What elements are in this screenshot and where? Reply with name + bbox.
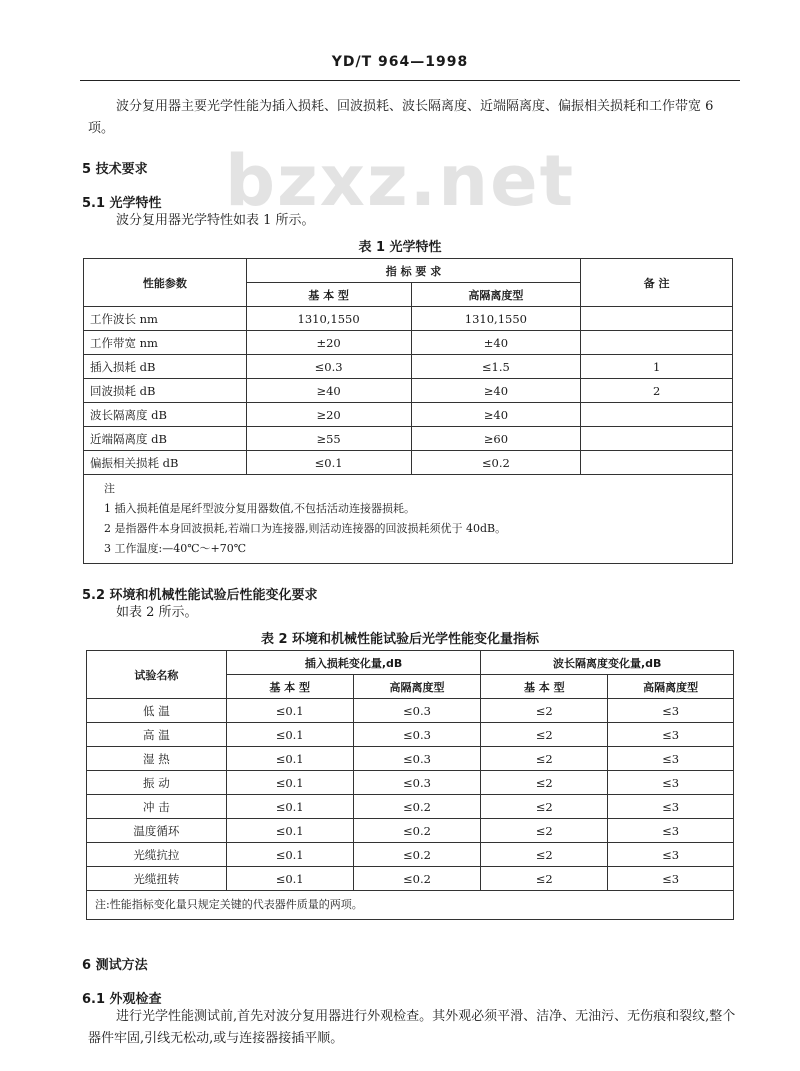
table-1-header-remark: 备 注 (581, 259, 733, 307)
table-row (84, 379, 733, 403)
table-row (87, 867, 734, 891)
header-rule (80, 80, 740, 81)
high-cell: ≥40 (411, 403, 581, 427)
high-cell: ≤0.2 (411, 451, 581, 475)
il-basic-cell: ≤0.1 (226, 747, 353, 771)
wi-basic-cell: ≤2 (481, 699, 608, 723)
note-2: 2 是指器件本身回波损耗,若端口为连接器,则活动连接器的回波损耗须优于 40dB。 (104, 522, 507, 535)
table-2-header-wi: 波长隔离度变化量,dB (481, 651, 734, 675)
il-basic-cell: ≤0.1 (226, 771, 353, 795)
section-6-1-heading: 6.1 外观检查 (82, 992, 162, 1007)
high-cell: ±40 (411, 331, 581, 355)
table-1-header-indicator: 指 标 要 求 (246, 259, 581, 283)
test-cell: 低 温 (87, 699, 227, 723)
basic-cell: ≤0.1 (246, 451, 411, 475)
basic-cell: ≤0.3 (246, 355, 411, 379)
intro-paragraph: 波分复用器主要光学性能为插入损耗、回波损耗、波长隔离度、近端隔离度、偏振相关损耗和工作带宽 6 项。 (88, 99, 714, 136)
table-2-header-il-basic: 基 本 型 (226, 675, 353, 699)
test-cell: 冲 击 (87, 795, 227, 819)
note-3: 3 工作温度:—40℃～+70℃ (104, 542, 247, 555)
remark-cell (581, 307, 733, 331)
section-6-1-text: 进行光学性能测试前,首先对波分复用器进行外观检查。其外观必须平滑、洁净、无油污、无伤痕和裂纹,整个器件牢固,引线无松动,或与连接器接插平顺。 (88, 1009, 736, 1046)
remark-cell: 2 (581, 379, 733, 403)
high-cell: ≥60 (411, 427, 581, 451)
il-basic-cell: ≤0.1 (226, 699, 353, 723)
wi-high-cell: ≤3 (608, 795, 734, 819)
table-row (87, 795, 734, 819)
remark-cell (581, 331, 733, 355)
table-1-caption: 表 1 光学特性 (358, 240, 442, 255)
table-2-header-wi-high: 高隔离度型 (608, 675, 734, 699)
table-row (87, 699, 734, 723)
il-high-cell: ≤0.2 (353, 867, 481, 891)
basic-cell: ±20 (246, 331, 411, 355)
section-5-2-heading: 5.2 环境和机械性能试验后性能变化要求 (82, 588, 318, 603)
basic-cell: ≥40 (246, 379, 411, 403)
param-cell: 近端隔离度 dB (84, 427, 247, 451)
wi-high-cell: ≤3 (608, 867, 734, 891)
table-2-header-il: 插入损耗变化量,dB (226, 651, 481, 675)
table-1 (83, 258, 733, 564)
wi-high-cell: ≤3 (608, 723, 734, 747)
remark-cell (581, 451, 733, 475)
table-2-note: 注:性能指标变化量只规定关键的代表器件质量的两项。 (87, 891, 734, 920)
basic-cell: 1310,1550 (246, 307, 411, 331)
watermark: bzxz.net (224, 140, 576, 222)
wi-basic-cell: ≤2 (481, 843, 608, 867)
il-high-cell: ≤0.3 (353, 699, 481, 723)
il-high-cell: ≤0.2 (353, 819, 481, 843)
note-1: 1 插入损耗值是尾纤型波分复用器数值,不包括活动连接器损耗。 (104, 502, 415, 515)
wi-high-cell: ≤3 (608, 699, 734, 723)
wi-high-cell: ≤3 (608, 843, 734, 867)
table-row (84, 427, 733, 451)
param-cell: 工作带宽 nm (84, 331, 247, 355)
wi-high-cell: ≤3 (608, 747, 734, 771)
param-cell: 波长隔离度 dB (84, 403, 247, 427)
table-1-header-param: 性能参数 (84, 259, 247, 307)
section-5-2-text: 如表 2 所示。 (116, 605, 198, 620)
param-cell: 工作波长 nm (84, 307, 247, 331)
wi-basic-cell: ≤2 (481, 867, 608, 891)
il-basic-cell: ≤0.1 (226, 843, 353, 867)
wi-high-cell: ≤3 (608, 819, 734, 843)
table-2-caption: 表 2 环境和机械性能试验后光学性能变化量指标 (260, 632, 540, 647)
wi-high-cell: ≤3 (608, 771, 734, 795)
test-cell: 高 温 (87, 723, 227, 747)
table-row (84, 307, 733, 331)
il-high-cell: ≤0.3 (353, 723, 481, 747)
table-1-header-high: 高隔离度型 (411, 283, 581, 307)
table-1-notes (84, 475, 733, 564)
test-cell: 光缆扭转 (87, 867, 227, 891)
table-row (87, 843, 734, 867)
table-row (84, 331, 733, 355)
high-cell: 1310,1550 (411, 307, 581, 331)
il-basic-cell: ≤0.1 (226, 819, 353, 843)
wi-basic-cell: ≤2 (481, 771, 608, 795)
wi-basic-cell: ≤2 (481, 795, 608, 819)
high-cell: ≤1.5 (411, 355, 581, 379)
standard-number-header: YD/T 964—1998 (331, 54, 469, 70)
section-5-1-heading: 5.1 光学特性 (82, 196, 162, 211)
remark-cell (581, 403, 733, 427)
param-cell: 回波损耗 dB (84, 379, 247, 403)
test-cell: 温度循环 (87, 819, 227, 843)
basic-cell: ≥20 (246, 403, 411, 427)
note-title: 注 (104, 482, 115, 495)
il-basic-cell: ≤0.1 (226, 723, 353, 747)
table-2-header-test: 试验名称 (87, 651, 227, 699)
table-row (87, 771, 734, 795)
test-cell: 光缆抗拉 (87, 843, 227, 867)
table-row (87, 747, 734, 771)
remark-cell (581, 427, 733, 451)
il-basic-cell: ≤0.1 (226, 867, 353, 891)
test-cell: 振 动 (87, 771, 227, 795)
il-high-cell: ≤0.3 (353, 771, 481, 795)
il-high-cell: ≤0.2 (353, 843, 481, 867)
wi-basic-cell: ≤2 (481, 723, 608, 747)
param-cell: 偏振相关损耗 dB (84, 451, 247, 475)
section-6-heading: 6 测试方法 (82, 958, 148, 973)
table-1-header-basic: 基 本 型 (246, 283, 411, 307)
table-row (87, 723, 734, 747)
table-row (84, 403, 733, 427)
basic-cell: ≥55 (246, 427, 411, 451)
test-cell: 湿 热 (87, 747, 227, 771)
table-2 (86, 650, 734, 920)
table-2-header-il-high: 高隔离度型 (353, 675, 481, 699)
table-row (87, 819, 734, 843)
table-row (84, 355, 733, 379)
param-cell: 插入损耗 dB (84, 355, 247, 379)
il-high-cell: ≤0.3 (353, 747, 481, 771)
section-5-heading: 5 技术要求 (82, 162, 148, 177)
wi-basic-cell: ≤2 (481, 747, 608, 771)
table-row (84, 451, 733, 475)
il-basic-cell: ≤0.1 (226, 795, 353, 819)
high-cell: ≥40 (411, 379, 581, 403)
section-5-1-text: 波分复用器光学特性如表 1 所示。 (116, 213, 315, 228)
table-2-header-wi-basic: 基 本 型 (481, 675, 608, 699)
il-high-cell: ≤0.2 (353, 795, 481, 819)
remark-cell: 1 (581, 355, 733, 379)
wi-basic-cell: ≤2 (481, 819, 608, 843)
